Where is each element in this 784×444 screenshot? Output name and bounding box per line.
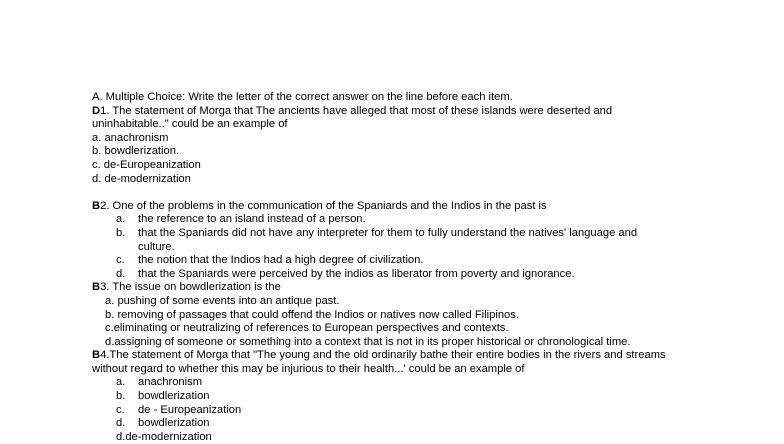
question-1-option-c: c. de-Europeanization	[92, 158, 201, 171]
question-2-option-c	[92, 254, 772, 268]
option-marker: b.	[116, 390, 126, 403]
question-3-stem	[92, 281, 772, 295]
question-4-option-d	[92, 417, 772, 431]
question-3-option-d: d.assigning of someone or something into a context that is not in its proper historical or chronological time.	[105, 335, 631, 348]
question-2-option-b	[92, 227, 772, 241]
question-1-stem-text: 1. The statement of Morga that The ancients have alleged that most of these islands were deserted and	[100, 104, 613, 117]
question-2-answer: B	[92, 199, 101, 212]
question-4-option-b	[92, 390, 772, 404]
option-text: that the Spaniards did not have any interpreter for them to fully understand the natives' language and	[138, 226, 638, 239]
question-2-stem	[92, 200, 772, 214]
question-1-stem	[92, 105, 772, 119]
option-marker: c.	[116, 403, 125, 416]
question-4-stem-cont: without regard to whether this may be injurious to their health...' could be an example of	[92, 362, 525, 375]
option-marker: c.	[116, 254, 125, 267]
question-4-option-c	[92, 404, 772, 418]
question-1-option-b: b. bowdlerization.	[92, 145, 180, 158]
question-1-option-a: a. anachronism	[92, 131, 169, 144]
question-3-answer: B	[92, 281, 101, 294]
option-text: anachronism	[138, 376, 203, 389]
question-3-stem-text: 3. The issue on bowdlerization is the	[100, 281, 281, 294]
option-text: bowdlerization	[138, 390, 210, 403]
option-marker: a.	[116, 376, 126, 389]
option-text: the notion that the Indios had a high degree of civilization.	[138, 254, 424, 267]
question-2-option-b-cont: culture.	[138, 240, 175, 253]
question-4-option-a	[92, 376, 772, 390]
question-3-option-c: c.eliminating or neutralizing of references to European perspectives and contexts.	[105, 322, 509, 335]
option-text: bowdlerization	[138, 417, 210, 430]
option-text: de - Europeanization	[138, 403, 242, 416]
question-3-option-b: b. removing of passages that could offend the Indios or natives now called Filipinos.	[105, 308, 519, 321]
option-marker: a.	[116, 213, 126, 226]
option-marker: d.	[116, 417, 126, 430]
question-2-option-a	[92, 213, 772, 227]
question-1-answer: D	[92, 104, 101, 117]
worksheet	[92, 91, 772, 444]
question-1-option-d: d. de-modernization	[92, 172, 191, 185]
option-marker: b.	[116, 226, 126, 239]
option-text: that the Spaniards were perceived by the indios as liberator from poverty and ignorance.	[138, 267, 575, 280]
question-4-option-e: d.de-modernization	[116, 430, 212, 443]
instructions: A. Multiple Choice: Write the letter of the correct answer on the line before each item.	[92, 91, 513, 103]
question-3-option-a: a. pushing of some events into an antique past.	[105, 294, 340, 307]
option-text: the reference to an island instead of a person.	[138, 213, 366, 226]
question-2-stem-text: 2. One of the problems in the communication of the Spaniards and the Indios in the past is	[100, 199, 547, 212]
spacer	[92, 186, 772, 200]
question-1-stem-cont: uninhabitable.." could be an example of	[92, 118, 288, 131]
question-4-stem	[92, 349, 772, 363]
option-marker: d.	[116, 267, 126, 280]
question-4-stem-text: 4.The statement of Morga that "The young and the old ordinarily bathe their entire bodies in the rivers and streams	[100, 349, 666, 362]
question-2-option-d	[92, 268, 772, 282]
question-4-answer: B	[92, 349, 101, 362]
